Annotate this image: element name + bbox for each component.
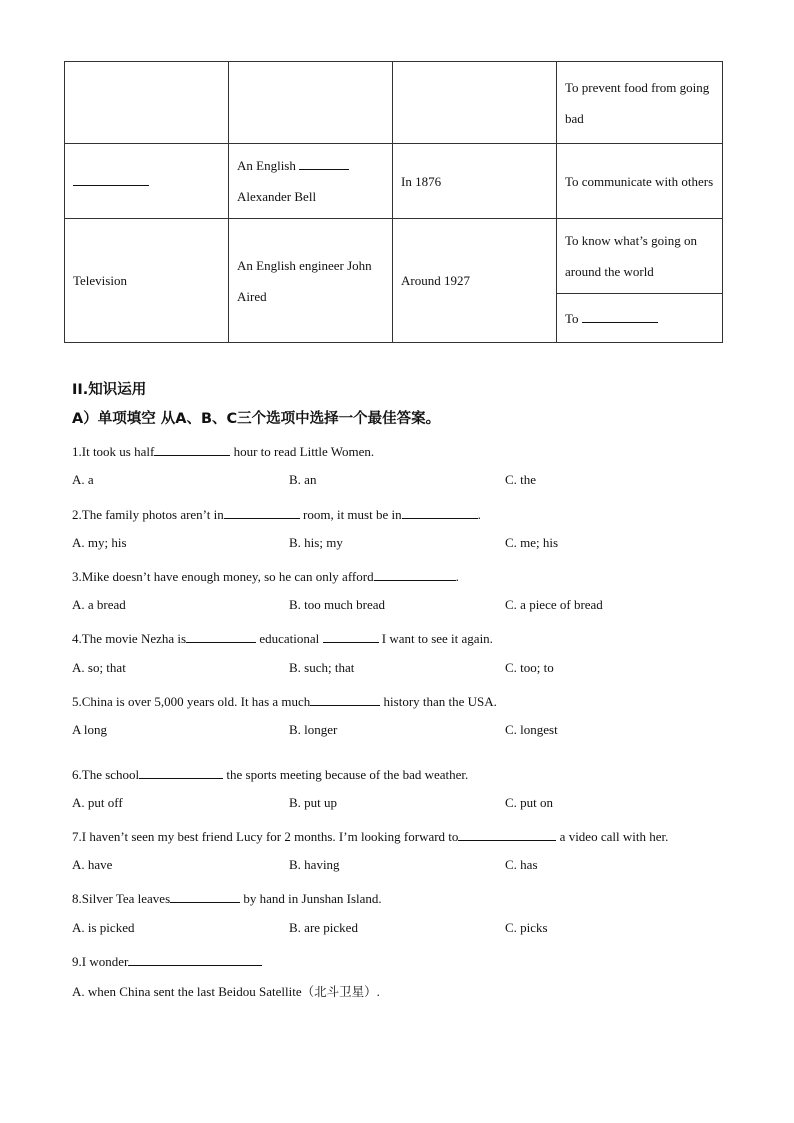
question-text: Silver Tea leaves [81,891,171,906]
table-cell: In 1876 [393,144,557,219]
table-cell [229,62,393,144]
table-cell [229,144,393,219]
question-text: China is over 5,000 years old. It has a much [81,694,311,709]
answer-blank[interactable] [310,691,380,706]
inventions-table [64,61,723,343]
option-a[interactable]: A. put off [72,795,123,810]
answer-blank[interactable] [73,171,149,186]
option-a[interactable] [72,982,380,1000]
question-number: 1. [72,444,82,459]
answer-blank[interactable] [402,504,478,519]
question-text: the sports meeting because of the bad weather. [223,767,469,782]
question-text: history than the USA. [380,694,497,709]
table-row [65,219,723,294]
question-text: The school [81,767,140,782]
question-number: 3. [72,569,82,584]
option-text: A. when China sent the last Beidou Satellite [72,984,302,999]
table-cell [557,294,723,343]
question-3 [72,566,459,585]
question-text: Mike doesn’t have enough money, so he can only afford [81,569,374,584]
option-b[interactable]: B. his; my [289,535,343,550]
option-a[interactable]: A. have [72,857,113,872]
option-a[interactable]: A. a [72,472,94,487]
table-cell: To communicate with others [557,144,723,219]
question-text: a video call with her. [556,829,669,844]
question-text: The movie Nezha is [81,631,187,646]
option-a[interactable]: A. so; that [72,660,126,675]
question-number: 8. [72,891,82,906]
table-cell [65,144,229,219]
option-c[interactable]: C. a piece of bread [505,597,603,612]
question-4 [72,628,493,647]
section-title: II.知识运用 [72,382,147,398]
option-a[interactable]: A. is picked [72,920,135,935]
answer-blank[interactable] [170,888,240,903]
answer-blank[interactable] [323,628,379,643]
table-row [65,144,723,219]
question-text: The family photos aren’t in [81,507,224,522]
answer-blank[interactable] [128,951,262,966]
answer-blank[interactable] [299,155,349,170]
question-text: educational [256,631,323,646]
cell-text: To [565,310,579,326]
answer-blank[interactable] [582,308,658,323]
question-text: I haven’t seen my best friend Lucy for 2 months. I’m looking forward to [81,829,459,844]
option-c[interactable]: C. longest [505,722,558,737]
option-b[interactable]: B. put up [289,795,338,810]
option-c[interactable]: C. the [505,472,537,487]
option-b[interactable]: B. too much bread [289,597,386,612]
question-1 [72,441,374,460]
option-b[interactable]: B. are picked [289,920,358,935]
answer-blank[interactable] [186,628,256,643]
question-8 [72,888,382,907]
option-text: （北斗卫星） [301,984,377,999]
table-cell: To know what’s going on around the world [557,219,723,294]
table-cell [65,62,229,144]
answer-blank[interactable] [139,764,223,779]
answer-blank[interactable] [154,441,230,456]
question-number: 7. [72,829,82,844]
question-number: 2. [72,507,82,522]
table-cell: Around 1927 [393,219,557,343]
cell-text: Alexander Bell [237,189,317,204]
question-text: I wonder [81,954,129,969]
question-number: 4. [72,631,82,646]
table-cell: Television [65,219,229,343]
answer-blank[interactable] [224,504,300,519]
question-5 [72,691,497,710]
option-b[interactable]: B. such; that [289,660,355,675]
option-b[interactable]: B. an [289,472,317,487]
question-text: . [477,507,481,522]
option-b[interactable]: B. having [289,857,340,872]
option-c[interactable]: C. me; his [505,535,559,550]
question-number: 9. [72,954,82,969]
question-text: . [455,569,459,584]
option-c[interactable]: C. put on [505,795,554,810]
answer-blank[interactable] [458,826,556,841]
question-2 [72,504,481,523]
table-cell: An English engineer John Aired [229,219,393,343]
question-number: 5. [72,694,82,709]
option-c[interactable]: C. picks [505,920,548,935]
option-c[interactable]: C. too; to [505,660,554,675]
option-a[interactable]: A. my; his [72,535,127,550]
question-text: I want to see it again. [378,631,493,646]
section-subtitle: A）单项填空 从A、B、C三个选项中选择一个最佳答案。 [72,411,441,427]
question-text: room, it must be in [299,507,402,522]
table-cell [393,62,557,144]
option-a[interactable]: A long [72,722,108,737]
option-a[interactable]: A. a bread [72,597,126,612]
question-text: by hand in Junshan Island. [240,891,382,906]
table-row [65,62,723,144]
question-6 [72,764,468,783]
answer-blank[interactable] [374,566,456,581]
question-9 [72,951,262,970]
option-b[interactable]: B. longer [289,722,338,737]
table-cell: To prevent food from going bad [557,62,723,144]
question-number: 6. [72,767,82,782]
cell-text: An English [237,158,296,173]
question-7 [72,826,668,845]
option-text: . [376,984,380,999]
option-c[interactable]: C. has [505,857,538,872]
question-text: It took us half [81,444,155,459]
question-text: hour to read Little Women. [230,444,375,459]
